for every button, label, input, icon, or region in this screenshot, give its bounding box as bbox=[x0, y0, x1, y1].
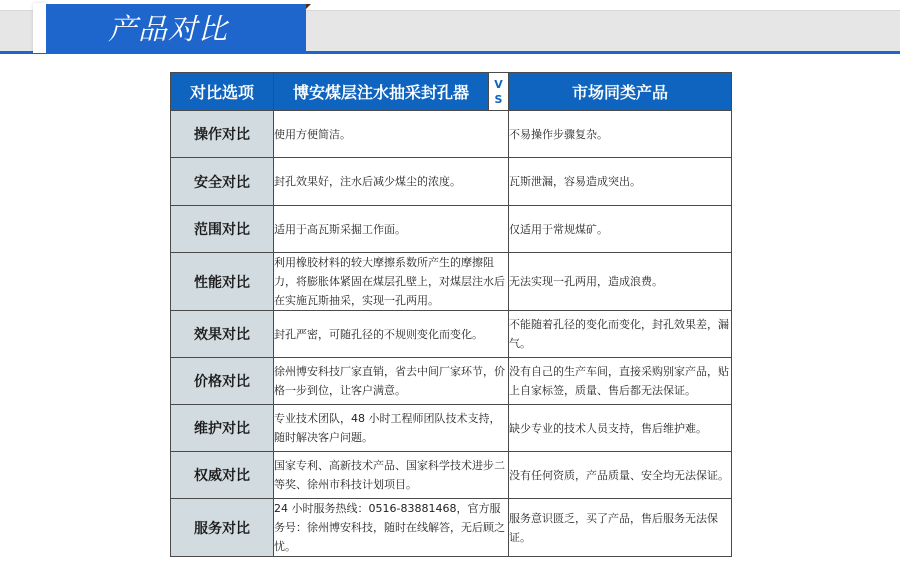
product-cell: 利用橡胶材料的较大摩擦系数所产生的摩擦阻力，将膨胀体紧固在煤层孔壁上，对煤层注水后在实施瓦斯抽采，实现一孔两用。 bbox=[274, 253, 509, 311]
table-row bbox=[171, 405, 732, 452]
header-product: 博安煤层注水抽采封孔器 bbox=[274, 73, 489, 111]
table-row bbox=[171, 358, 732, 405]
header-option: 对比选项 bbox=[171, 73, 274, 111]
row-label: 范围对比 bbox=[171, 206, 274, 253]
market-cell: 没有任何资质，产品质量、安全均无法保证。 bbox=[509, 452, 732, 499]
row-label: 维护对比 bbox=[171, 405, 274, 452]
market-cell: 不能随着孔径的变化而变化，封孔效果差，漏气。 bbox=[509, 311, 732, 358]
vs-badge bbox=[489, 73, 509, 111]
table-header-row bbox=[171, 73, 732, 111]
row-label: 权威对比 bbox=[171, 452, 274, 499]
product-cell: 24 小时服务热线：0516-83881468，官方服务号：徐州博安科技，随时在线解答，无后顾之忧。 bbox=[274, 499, 509, 557]
product-cell: 国家专利、高新技术产品、国家科学技术进步二等奖、徐州市科技计划项目。 bbox=[274, 452, 509, 499]
product-cell: 徐州博安科技厂家直销，省去中间厂家环节，价格一步到位，让客户满意。 bbox=[274, 358, 509, 405]
market-cell: 不易操作步骤复杂。 bbox=[509, 111, 732, 158]
table-row bbox=[171, 253, 732, 311]
table-row bbox=[171, 111, 732, 158]
vs-letter-s: S bbox=[494, 92, 503, 106]
market-cell: 仅适用于常规煤矿。 bbox=[509, 206, 732, 253]
row-label: 效果对比 bbox=[171, 311, 274, 358]
market-cell: 无法实现一孔两用，造成浪费。 bbox=[509, 253, 732, 311]
comparison-table bbox=[170, 72, 732, 557]
product-cell: 封孔严密，可随孔径的不规则变化而变化。 bbox=[274, 311, 509, 358]
row-label: 安全对比 bbox=[171, 158, 274, 206]
row-label: 操作对比 bbox=[171, 111, 274, 158]
product-cell: 适用于高瓦斯采掘工作面。 bbox=[274, 206, 509, 253]
table-row bbox=[171, 452, 732, 499]
table-row bbox=[171, 158, 732, 206]
product-cell: 使用方便简洁。 bbox=[274, 111, 509, 158]
market-cell: 服务意识匮乏，买了产品，售后服务无法保证。 bbox=[509, 499, 732, 557]
page-title: 产品对比 bbox=[46, 4, 306, 54]
market-cell: 没有自己的生产车间，直接采购别家产品，贴上自家标签，质量、售后都无法保证。 bbox=[509, 358, 732, 405]
row-label: 服务对比 bbox=[171, 499, 274, 557]
header-market: 市场同类产品 bbox=[509, 73, 732, 111]
banner-notch-decoration bbox=[306, 4, 311, 9]
market-cell: 缺少专业的技术人员支持，售后维护难。 bbox=[509, 405, 732, 452]
banner-tab-edge bbox=[33, 3, 47, 53]
vs-letter-v: V bbox=[494, 77, 503, 91]
market-cell: 瓦斯泄漏，容易造成突出。 bbox=[509, 158, 732, 206]
table-row bbox=[171, 311, 732, 358]
product-cell: 专业技术团队，48 小时工程师团队技术支持，随时解决客户问题。 bbox=[274, 405, 509, 452]
product-cell: 封孔效果好，注水后减少煤尘的浓度。 bbox=[274, 158, 509, 206]
table-row bbox=[171, 499, 732, 557]
row-label: 性能对比 bbox=[171, 253, 274, 311]
row-label: 价格对比 bbox=[171, 358, 274, 405]
table-row bbox=[171, 206, 732, 253]
